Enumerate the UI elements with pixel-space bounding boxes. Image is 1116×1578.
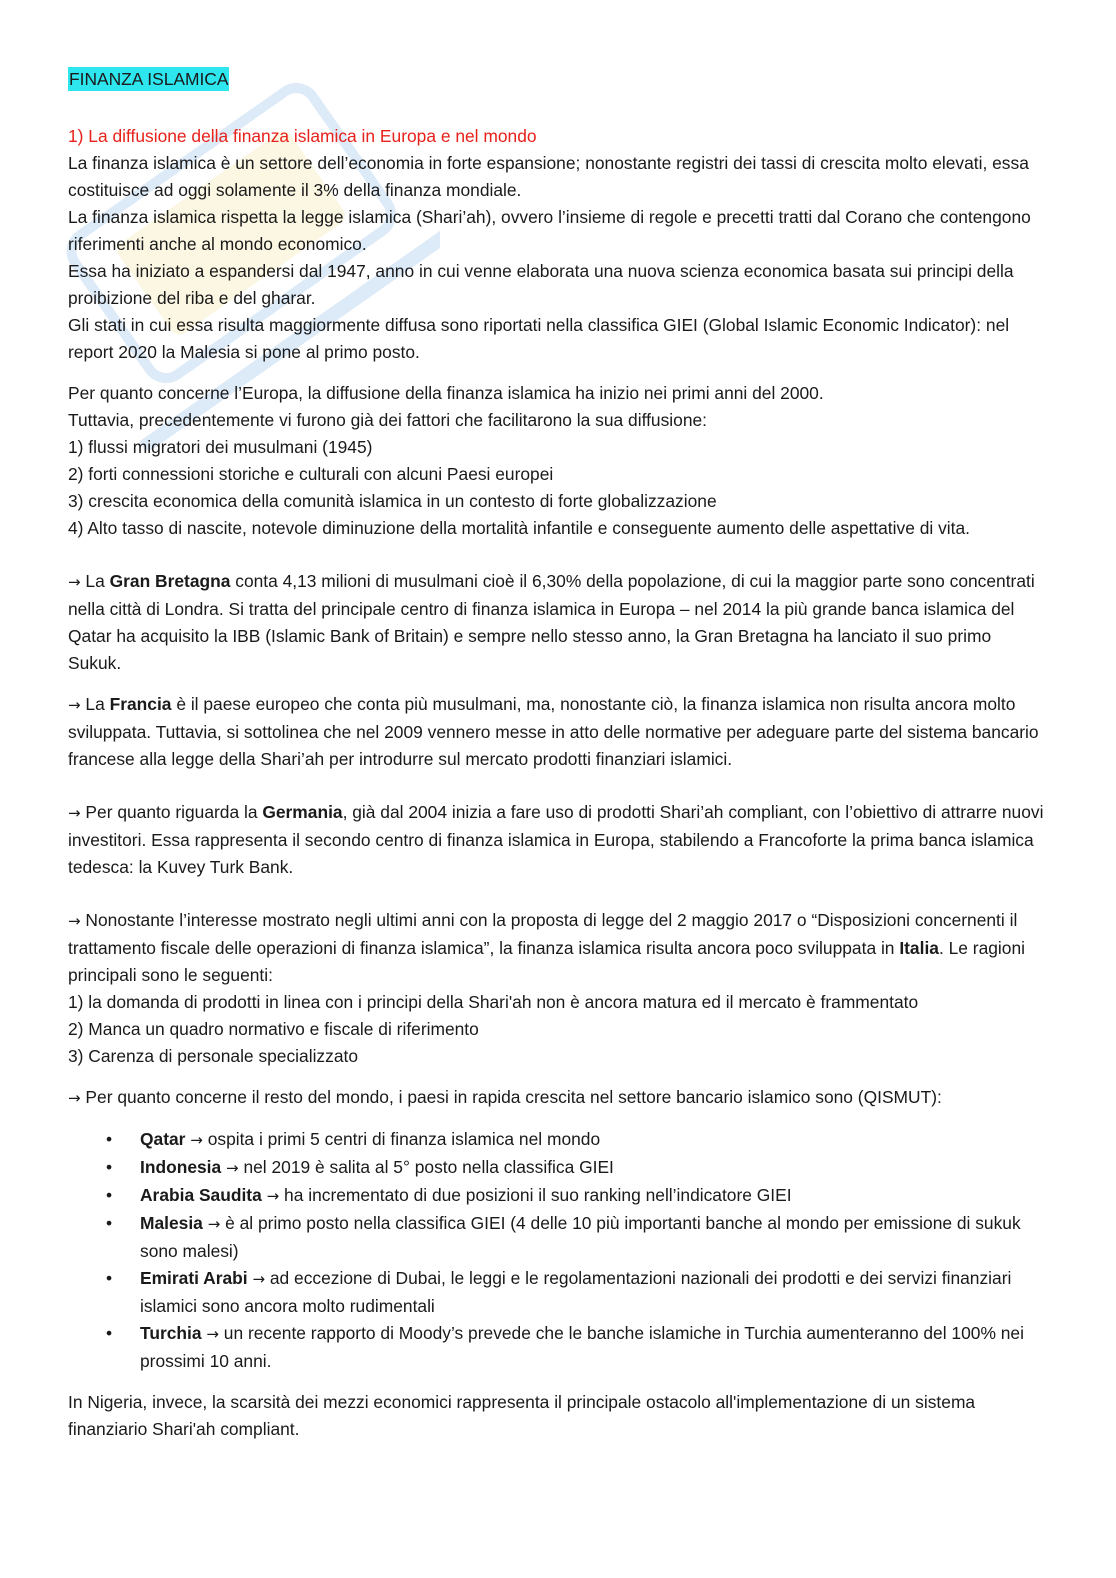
list-item-text: ad eccezione di Dubai, le leggi e le regolamentazioni nazionali dei prodotti e dei servizi finanziari islamici sono ancora molto rudimentali — [140, 1268, 1012, 1316]
italy-reason-1: 1) la domanda di prodotti in linea con i principi della Shari'ah non è ancora matura ed il mercato è frammentato — [68, 992, 919, 1012]
arrow-icon: → — [68, 804, 81, 822]
list-item-country: Turchia — [140, 1323, 202, 1343]
bullet-icon: • — [106, 1185, 113, 1205]
arrow-icon: → — [252, 1270, 266, 1288]
bullet-icon: • — [106, 1268, 113, 1288]
section-heading: 1) La diffusione della finanza islamica in Europa e nel mondo — [68, 126, 537, 146]
arrow-icon: → — [207, 1215, 221, 1233]
bullet-icon: • — [106, 1213, 113, 1233]
uk-paragraph — [68, 568, 1048, 677]
list-item — [68, 1154, 1048, 1182]
italy-country: Italia — [899, 938, 939, 958]
intro-paragraph-4: Gli stati in cui essa risulta maggiormente diffusa sono riportati nella classifica GIEI (Global Islamic Economic Indicator): nel report 2020 la Malesia si pone al primo posto. — [68, 315, 1010, 362]
germany-text: , già dal 2004 inizia a fare uso di prodotti Shari’ah compliant, con l’obiettivo di attrarre nuovi investitori. Essa rappresenta il secondo centro di finanza islamica in Europa, stabilendo a Francoforte la prima banca islamica tedesca: la Kuvey Turk Bank. — [68, 802, 1044, 877]
list-item — [68, 1210, 1048, 1265]
europe-factor-4: 4) Alto tasso di nascite, notevole diminuzione della mortalità infantile e conseguente aumento delle aspettative di vita. — [68, 518, 970, 538]
intro-paragraph-2: La finanza islamica rispetta la legge islamica (Shari’ah), ovvero l’insieme di regole e precetti tratti dal Corano che contengono riferimenti anche al mondo economico. — [68, 207, 1031, 254]
intro-paragraph-1: La finanza islamica è un settore dell’economia in forte espansione; nonostante registri dei tassi di crescita molto elevati, essa costituisce ad oggi solamente il 3% della finanza mondiale. — [68, 153, 1029, 200]
uk-pre: La — [85, 571, 110, 591]
germany-paragraph — [68, 799, 1048, 881]
arrow-icon: → — [190, 1131, 203, 1149]
list-item — [68, 1320, 1048, 1375]
document-title: FINANZA ISLAMICA — [69, 69, 229, 89]
arrow-icon: → — [226, 1159, 239, 1177]
qismut-list — [68, 1126, 1048, 1375]
list-item-country: Qatar — [140, 1129, 186, 1149]
arrow-icon: → — [266, 1187, 280, 1205]
document-page — [68, 66, 1048, 1443]
list-item-text: nel 2019 è salita al 5° posto nella classifica GIEI — [243, 1157, 614, 1177]
list-item-text: è al primo posto nella classifica GIEI (4 delle 10 più importanti banche al mondo per emissione di sukuk sono malesi) — [140, 1213, 1021, 1261]
arrow-icon: → — [206, 1325, 219, 1343]
list-item — [68, 1182, 1048, 1210]
france-pre: La — [85, 694, 110, 714]
france-country: Francia — [109, 694, 172, 714]
list-item — [68, 1126, 1048, 1154]
uk-text: conta 4,13 milioni di musulmani cioè il 6,30% della popolazione, di cui la maggior parte sono concentrati nella città di Londra. Si tratta del principale centro di finanza islamica in Europa – nel 2014 la più grande banca islamica del Qatar ha acquisito la IBB (Islamic Bank of Britain) e sempre nello stesso anno, la Gran Bretagna ha lanciato il suo primo Sukuk. — [68, 571, 1035, 673]
bullet-icon: • — [106, 1129, 113, 1149]
italy-text: . Le ragioni principali sono le seguenti: — [68, 938, 1025, 985]
list-item — [68, 1265, 1048, 1320]
france-text: è il paese europeo che conta più musulmani, ma, nonostante ciò, la finanza islamica non risulta ancora molto sviluppata. Tuttavia, si sottolinea che nel 2009 vennero messe in atto delle normative per adeguare parte del sistema bancario francese alla legge della Shari’ah per introdurre sul mercato prodotti finanziari islamici. — [68, 694, 1039, 769]
germany-pre: Per quanto riguarda la — [85, 802, 263, 822]
bullet-icon: • — [106, 1323, 113, 1343]
germany-country: Germania — [262, 802, 343, 822]
france-paragraph — [68, 691, 1048, 773]
italy-pre: Nonostante l’interesse mostrato negli ultimi anni con la proposta di legge del 2 maggio 2017 o “Disposizioni concernenti il trattamento fiscale delle operazioni di finanza islamica”, la finanza islamica risulta ancora poco sviluppata in — [68, 910, 1018, 958]
europe-paragraph: Per quanto concerne l’Europa, la diffusione della finanza islamica ha inizio nei primi anni del 2000. — [68, 383, 824, 403]
arrow-icon: → — [68, 912, 81, 930]
europe-factor-2: 2) forti connessioni storiche e culturali con alcuni Paesi europei — [68, 464, 554, 484]
bullet-icon: • — [106, 1157, 113, 1177]
italy-paragraph — [68, 907, 1048, 989]
europe-factor-3: 3) crescita economica della comunità islamica in un contesto di forte globalizzazione — [68, 491, 717, 511]
list-item-text: ha incrementato di due posizioni il suo ranking nell’indicatore GIEI — [284, 1185, 792, 1205]
uk-country: Gran Bretagna — [109, 571, 231, 591]
list-item-country: Malesia — [140, 1213, 203, 1233]
europe-factor-1: 1) flussi migratori dei musulmani (1945) — [68, 437, 373, 457]
world-paragraph — [68, 1084, 1048, 1112]
italy-reason-3: 3) Carenza di personale specializzato — [68, 1046, 359, 1066]
world-intro: Per quanto concerne il resto del mondo, i paesi in rapida crescita nel settore bancario islamico sono (QISMUT): — [85, 1087, 942, 1107]
list-item-country: Indonesia — [140, 1157, 222, 1177]
arrow-icon: → — [68, 1089, 81, 1107]
list-item-text: un recente rapporto di Moody’s prevede che le banche islamiche in Turchia aumenteranno del 100% nei prossimi 10 anni. — [140, 1323, 1024, 1371]
europe-factors-intro: Tuttavia, precedentemente vi furono già dei fattori che facilitarono la sua diffusione: — [68, 410, 708, 430]
list-item-country: Arabia Saudita — [140, 1185, 262, 1205]
arrow-icon: → — [68, 573, 81, 591]
list-item-country: Emirati Arabi — [140, 1268, 248, 1288]
nigeria-paragraph: In Nigeria, invece, la scarsità dei mezzi economici rappresenta il principale ostacolo all'implementazione di un sistema finanziario Shari'ah compliant. — [68, 1392, 976, 1439]
arrow-icon: → — [68, 696, 81, 714]
italy-reason-2: 2) Manca un quadro normativo e fiscale di riferimento — [68, 1019, 479, 1039]
intro-paragraph-3: Essa ha iniziato a espandersi dal 1947, anno in cui venne elaborata una nuova scienza economica basata sui principi della proibizione del riba e del gharar. — [68, 261, 1014, 308]
list-item-text: ospita i primi 5 centri di finanza islamica nel mondo — [207, 1129, 601, 1149]
